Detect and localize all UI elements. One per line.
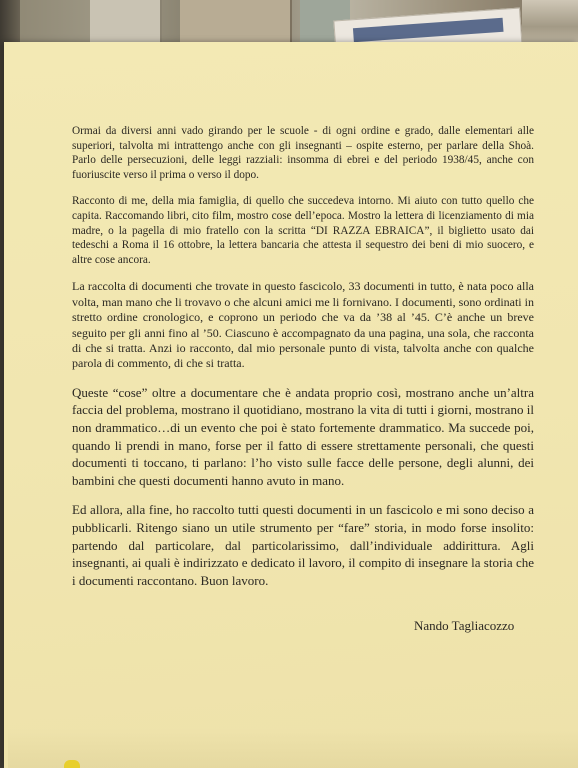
paragraph-racconto: Racconto di me, della mia famiglia, di quello che succedeva intorno. Mi aiuto con tutto quello che capita. Raccomando libri, cito film, mostro cose dell’epoca. Mostro la lettera di licenziamento di mia madre, o la pagella di mio fratello con la scritta “DI RAZZA EBRAICA”, il biglietto usato dai tedeschi a Roma il 16 ottobre, la lettera bancaria che attesta il sequestro dei beni di mio suocero, e altre cose ancora. [72,195,534,266]
author-signature: Nando Tagliacozzo [414,618,515,633]
yellow-object [64,760,80,768]
document-text [72,124,534,601]
paragraph-intro: Ormai da diversi anni vado girando per le scuole - di ogni ordine e grado, dalle elementari alle superiori, talvolta mi intrattengo anche con gli insegnanti – ospite esterno, per parlare della Shoà. Parlo delle persecuzioni, delle leggi razziali: insomma di ebrei e del periodo 1938/45, anche con fuoriuscite verso il prima o verso il dopo. [72,125,534,181]
document-page [4,42,578,768]
paragraph-raccolta: La raccolta di documenti che trovate in questo fascicolo, 33 documenti in tutto, è nata poco alla volta, man mano che li trovavo o che alcuni amici me li fornivano. I documenti, sono ordinati in stretto ordine cronologico, e coprono un periodo che va da ’38 al ’45. C’è anche un breve seguito per gli anni fino al ’50. Ciascuno è accompagnato da una pagina, una sola, che racconta di che si tratta. Anzi io racconto, dal mio personale punto di vista, talvolta anche con qualche parola di commento, di che si tratta. [72,279,534,371]
paragraph-cose: Queste “cose” oltre a documentare che è andata proprio così, mostrano anche un’altra faccia del problema, mostrano il quotidiano, mostrano la vita di tutti i giorni, mostrano il non drammatico…di un evento che poi è stato fortemente drammatico. Ma succede poi, quando li prendi in mano, forse per il fatto di essere strettamente personali, che questi documenti ti toccano, ti parlano: l’ho visto sulle facce delle persone, degli alunni, dei bambini che questi documenti hanno avuto in mano. [72,384,534,488]
page-shading [8,728,578,768]
paragraph-conclusion: Ed allora, alla fine, ho raccolto tutti questi documenti in un fascicolo e mi sono deciso a pubblicarli. Ritengo siano un utile strumento per “fare” storia, in modo forse insolito: partendo dal particolare, dal particolarissimo, dall’individuale addirittura. Agli insegnanti, ai quali è indirizzato e dedicato il lavoro, il compito di insegnare la storia che i documenti raccontano. Buon lavoro. [72,502,534,588]
